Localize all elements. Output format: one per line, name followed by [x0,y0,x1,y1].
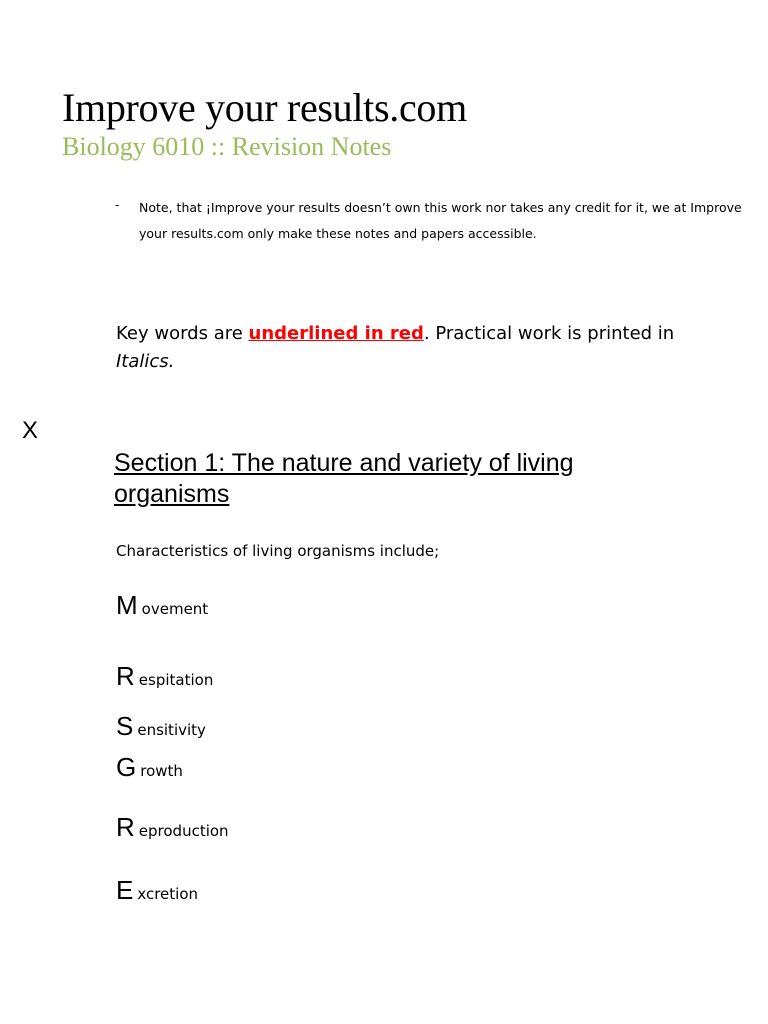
word-remainder: eproduction [138,822,229,840]
disclaimer-note: Note, that ¡Improve your results doesn’t own this work nor takes any credit for it, we at Improve your results.com only make these notes and papers accessible. [139,200,742,241]
characteristic-item [116,875,198,906]
characteristic-item [116,812,229,843]
initial-letter: R [116,661,135,691]
initial-letter: M [116,590,138,620]
word-remainder: rowth [140,762,183,780]
key-words-info [116,320,736,376]
initial-letter: S [116,711,134,741]
characteristics-intro: Characteristics of living organisms include; [116,542,440,560]
word-remainder: ensitivity [137,721,206,739]
page-title: Improve your results.com [62,85,467,130]
word-remainder: espitation [138,671,214,689]
key-words-text: Key words are [116,323,249,344]
note-bullet: - [115,198,120,212]
section-heading: Section 1: The nature and variety of living organisms [114,449,574,508]
margin-x-mark: X [22,417,39,444]
characteristic-item [116,752,183,783]
characteristic-item [116,590,208,621]
word-remainder: ovement [141,600,209,618]
initial-letter: E [116,875,134,905]
italics-example: Italics. [116,351,175,372]
initial-letter: G [116,752,137,782]
page-subtitle: Biology 6010 :: Revision Notes [62,132,392,161]
red-underlined-keyword: underlined in red [248,323,424,344]
practical-work-text: . Practical work is printed in [423,323,675,344]
characteristic-item [116,661,213,692]
initial-letter: R [116,812,135,842]
characteristic-item [116,711,206,742]
word-remainder: xcretion [137,885,199,903]
